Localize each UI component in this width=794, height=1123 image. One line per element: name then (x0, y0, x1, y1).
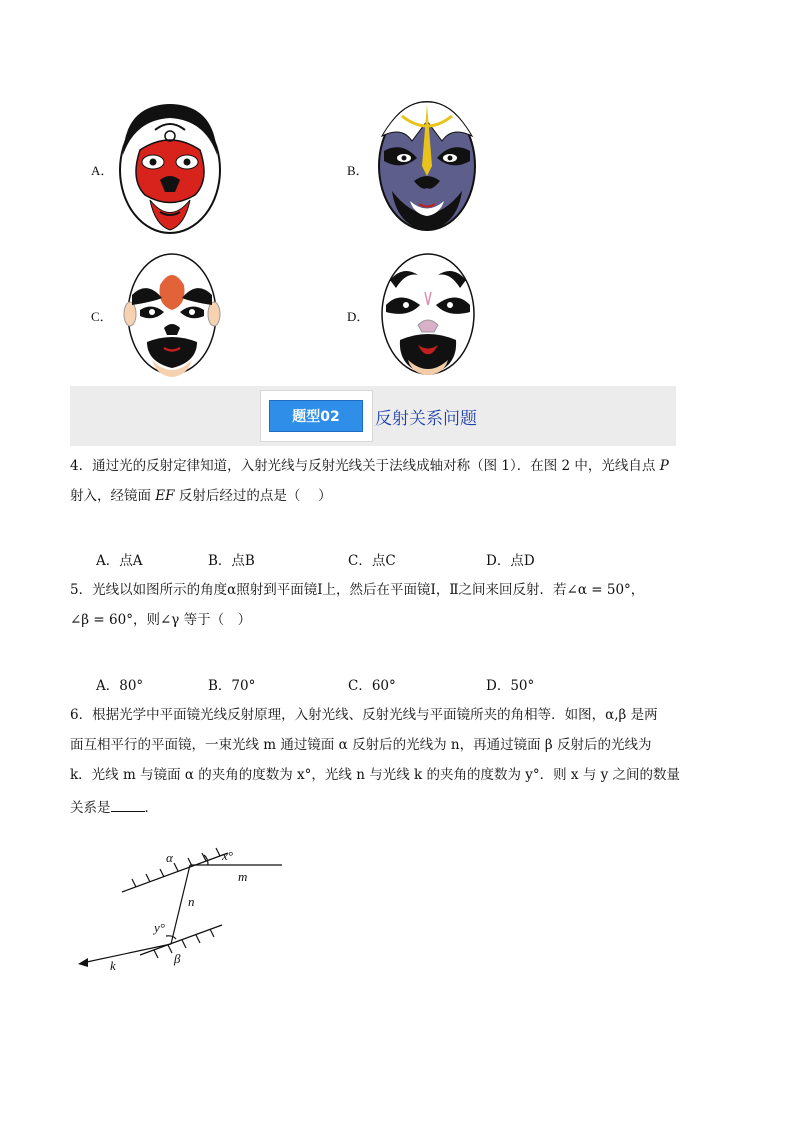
label-k: k (110, 958, 116, 973)
q4-mirror-ef: EF (155, 488, 175, 504)
section-title: 反射关系问题 (375, 409, 477, 429)
opera-mask-a-image (115, 100, 225, 235)
q4-line-2b: 反射后经过的点是（ ） (174, 488, 332, 504)
q5-line-1: 5．光线以如图所示的角度α照射到平面镜Ⅰ上，然后在平面镜Ⅰ，Ⅱ之间来回反射．若∠α = 50°， (70, 582, 645, 598)
q5-choice-b[interactable]: B．70° (208, 678, 256, 694)
q6-line-4-end: ． (144, 800, 158, 816)
q6-line-4-text: 关系是 (70, 800, 111, 816)
q4-choice-a[interactable]: A．点A (96, 553, 143, 569)
q4-choice-b[interactable]: B．点B (208, 553, 255, 569)
q6-line-1: 6．根据光学中平面镜光线反射原理，入射光线、反射光线与平面镜所夹的角相等．如图，α,β 是两 (70, 707, 658, 723)
q5-choice-a[interactable]: A．80° (96, 678, 144, 694)
label-m: m (238, 869, 248, 884)
opera-mask-c-image (122, 250, 222, 378)
label-alpha: α (166, 850, 173, 865)
ray-k-arrowhead (78, 958, 88, 967)
parallel-mirrors-diagram (70, 840, 300, 980)
option-d-label: D． (347, 309, 370, 324)
label-x: x° (222, 848, 233, 863)
q5-choice-d[interactable]: D．50° (486, 678, 535, 694)
section-badge: 题型02 (269, 400, 363, 432)
ray-k-line (82, 944, 171, 963)
option-c-label: C． (91, 309, 113, 324)
label-y: y° (154, 920, 165, 935)
q4-choice-d[interactable]: D．点D (486, 553, 535, 569)
option-b-label: B． (347, 163, 369, 178)
q4-line-1-text: 4．通过光的反射定律知道，入射光线与反射光线关于法线成轴对称（图 1）．在图 2 中，光线自点 (70, 458, 660, 474)
q6-line-3: k．光线 m 与镜面 α 的夹角的度数为 x°，光线 n 与光线 k 的夹角的度数为 y°．则 x 与 y 之间的数量 (70, 767, 681, 783)
opera-mask-d-image (378, 250, 478, 378)
q4-line-2 (70, 486, 332, 506)
q5-choice-c[interactable]: C．60° (348, 678, 396, 694)
section-banner (70, 386, 676, 446)
section-badge-frame (260, 390, 373, 442)
q6-answer-blank[interactable] (111, 797, 145, 812)
q4-choice-c[interactable]: C．点C (348, 553, 396, 569)
q5-line-2: ∠β = 60°，则∠γ 等于（ ） (70, 612, 252, 628)
q6-line-4 (70, 797, 158, 818)
label-beta: β (174, 951, 181, 966)
q4-point-p: P (659, 458, 669, 474)
mirror-alpha-line (122, 853, 228, 892)
q6-line-2: 面互相平行的平面镜，一束光线 m 通过镜面 α 反射后的光线为 n，再通过镜面 β 反射后的光线为 (70, 737, 652, 753)
opera-mask-b-image (372, 96, 482, 234)
q4-line-1 (70, 456, 669, 476)
q4-line-2a: 射入，经镜面 (70, 488, 156, 504)
option-a-label: A． (91, 163, 114, 178)
label-n: n (188, 894, 195, 909)
